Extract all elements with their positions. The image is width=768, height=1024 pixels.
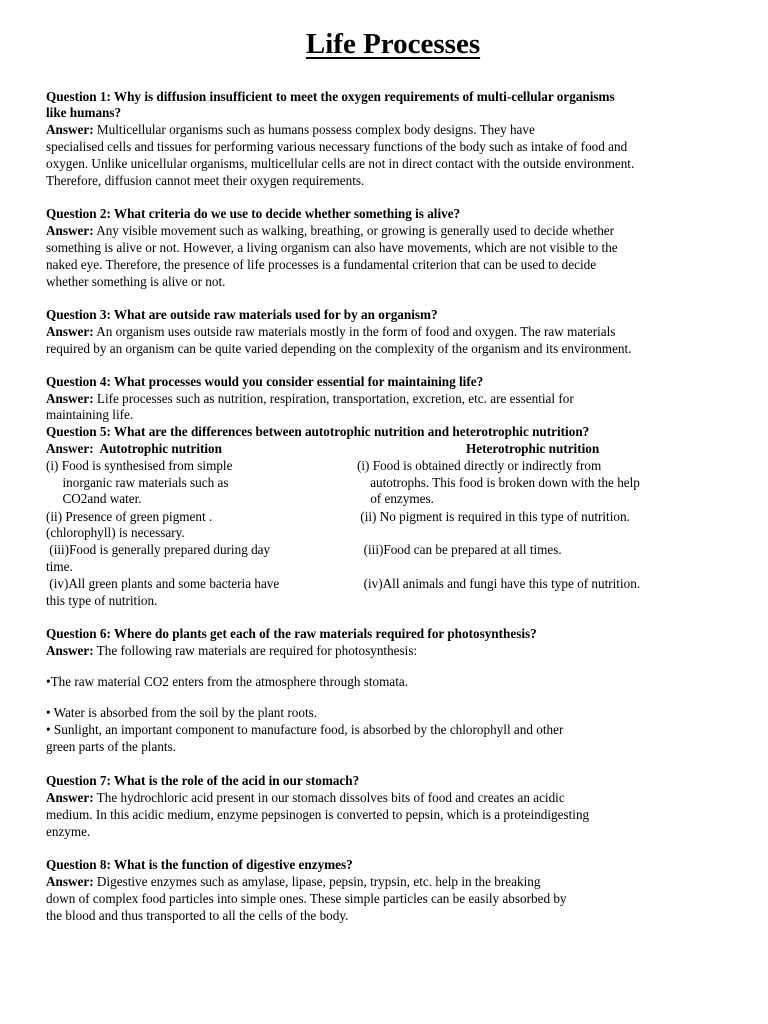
answer-7-line-3: enzyme. xyxy=(46,824,91,839)
heterotrophic-line-4: (ii) No pigment is required in this type of nutrition. xyxy=(357,509,630,524)
answer-label: Answer: xyxy=(46,874,94,889)
answer-text: Multicellular organisms such as humans possess complex body designs. They have xyxy=(93,122,535,137)
answer-text: Any visible movement such as walking, breathing, or growing is generally used to decide whether xyxy=(93,223,615,238)
autotrophic-line-4: (ii) Presence of green pigment . xyxy=(46,509,213,524)
autotrophic-line-1: (i) Food is synthesised from simple xyxy=(46,458,233,473)
answer-8-line-2: down of complex food particles into simple ones. These simple particles can be easily absorbed by xyxy=(46,891,567,906)
bullet-co2: •The raw material CO2 enters from the atmosphere through stomata. xyxy=(46,674,409,689)
answer-text: The following raw materials are required for photosynthesis: xyxy=(93,643,418,658)
answer-1-line-2: specialised cells and tissues for performing various necessary functions of the body such as intake of food and xyxy=(46,139,628,154)
answer-1-line-4: Therefore, diffusion cannot meet their oxygen requirements. xyxy=(46,173,365,188)
heterotrophic-line-2: autotrophs. This food is broken down with the help xyxy=(357,475,640,490)
autotrophic-line-5: (chlorophyll) is necessary. xyxy=(46,525,185,540)
autotrophic-line-3: CO2and water. xyxy=(46,491,142,506)
page-title: Life Processes xyxy=(305,28,481,60)
answer-2-line-4: whether something is alive or not. xyxy=(46,274,226,289)
answer-text: The hydrochloric acid present in our stomach dissolves bits of food and creates an acidic xyxy=(93,790,565,805)
question-3: Question 3: What are outside raw materials used for by an organism? xyxy=(46,307,438,322)
answer-8-line-1 xyxy=(46,873,540,890)
question-4: Question 4: What processes would you consider essential for maintaining life? xyxy=(46,374,484,389)
answer-text: Digestive enzymes such as amylase, lipase, pepsin, trypsin, etc. help in the breaking xyxy=(93,874,541,889)
bullet-sunlight-cont: green parts of the plants. xyxy=(46,739,177,754)
question-6: Question 6: Where do plants get each of the raw materials required for photosynthesis? xyxy=(46,626,537,641)
answer-label: Answer: xyxy=(46,441,94,456)
autotrophic-line-9: this type of nutrition. xyxy=(46,593,158,608)
answer-4-line-1 xyxy=(46,390,574,407)
heterotrophic-line-1: (i) Food is obtained directly or indirectly from xyxy=(357,458,602,473)
answer-6-line-1 xyxy=(46,642,417,659)
bullet-water: • Water is absorbed from the soil by the plant roots. xyxy=(46,705,318,720)
answer-text: An organism uses outside raw materials mostly in the form of food and oxygen. The raw materials xyxy=(93,324,616,339)
answer-4-line-2: maintaining life. xyxy=(46,407,134,422)
answer-2-line-1 xyxy=(46,222,614,239)
answer-label: Answer: xyxy=(46,324,94,339)
question-1: Question 1: Why is diffusion insufficient to meet the oxygen requirements of multi-cellular organisms xyxy=(46,89,615,104)
question-8: Question 8: What is the function of digestive enzymes? xyxy=(46,857,353,872)
answer-label: Answer: xyxy=(46,643,94,658)
answer-3-line-2: required by an organism can be quite varied depending on the complexity of the organism and its environment. xyxy=(46,341,632,356)
heterotrophic-heading: Heterotrophic nutrition xyxy=(466,441,600,456)
question-1-cont: like humans? xyxy=(46,105,122,120)
answer-label: Answer: xyxy=(46,223,94,238)
answer-1-line-3: oxygen. Unlike unicellular organisms, multicellular cells are not in direct contact with the outside environment. xyxy=(46,156,635,171)
answer-5-head-left xyxy=(46,440,222,457)
answer-7-line-2: medium. In this acidic medium, enzyme pepsinogen is converted to pepsin, which is a proteindigesting xyxy=(46,807,590,822)
answer-2-line-2: something is alive or not. However, a living organism can also have movements, which are not visible to the xyxy=(46,240,618,255)
autotrophic-line-2: inorganic raw materials such as xyxy=(46,475,229,490)
heterotrophic-line-3: of enzymes. xyxy=(357,491,434,506)
autotrophic-line-8: (iv)All green plants and some bacteria have xyxy=(46,576,280,591)
answer-3-line-1 xyxy=(46,323,615,340)
answer-label: Answer: xyxy=(46,790,94,805)
heterotrophic-line-5: (iii)Food can be prepared at all times. xyxy=(357,542,562,557)
answer-1-line-1 xyxy=(46,121,535,138)
autotrophic-heading: Autotrophic nutrition xyxy=(93,441,222,456)
bullet-sunlight: • Sunlight, an important component to manufacture food, is absorbed by the chlorophyll and other xyxy=(46,722,564,737)
answer-text: Life processes such as nutrition, respiration, transportation, excretion, etc. are essential for xyxy=(93,391,574,406)
answer-2-line-3: naked eye. Therefore, the presence of life processes is a fundamental criterion that can be used to decide xyxy=(46,257,597,272)
answer-8-line-3: the blood and thus transported to all the cells of the body. xyxy=(46,908,349,923)
answer-label: Answer: xyxy=(46,122,94,137)
answer-7-line-1 xyxy=(46,789,565,806)
answer-label: Answer: xyxy=(46,391,94,406)
question-2: Question 2: What criteria do we use to decide whether something is alive? xyxy=(46,206,461,221)
question-5: Question 5: What are the differences between autotrophic nutrition and heterotrophic nutrition? xyxy=(46,424,590,439)
autotrophic-line-6: (iii)Food is generally prepared during day xyxy=(46,542,271,557)
heterotrophic-line-6: (iv)All animals and fungi have this type of nutrition. xyxy=(357,576,641,591)
question-7: Question 7: What is the role of the acid in our stomach? xyxy=(46,773,360,788)
autotrophic-line-7: time. xyxy=(46,559,73,574)
